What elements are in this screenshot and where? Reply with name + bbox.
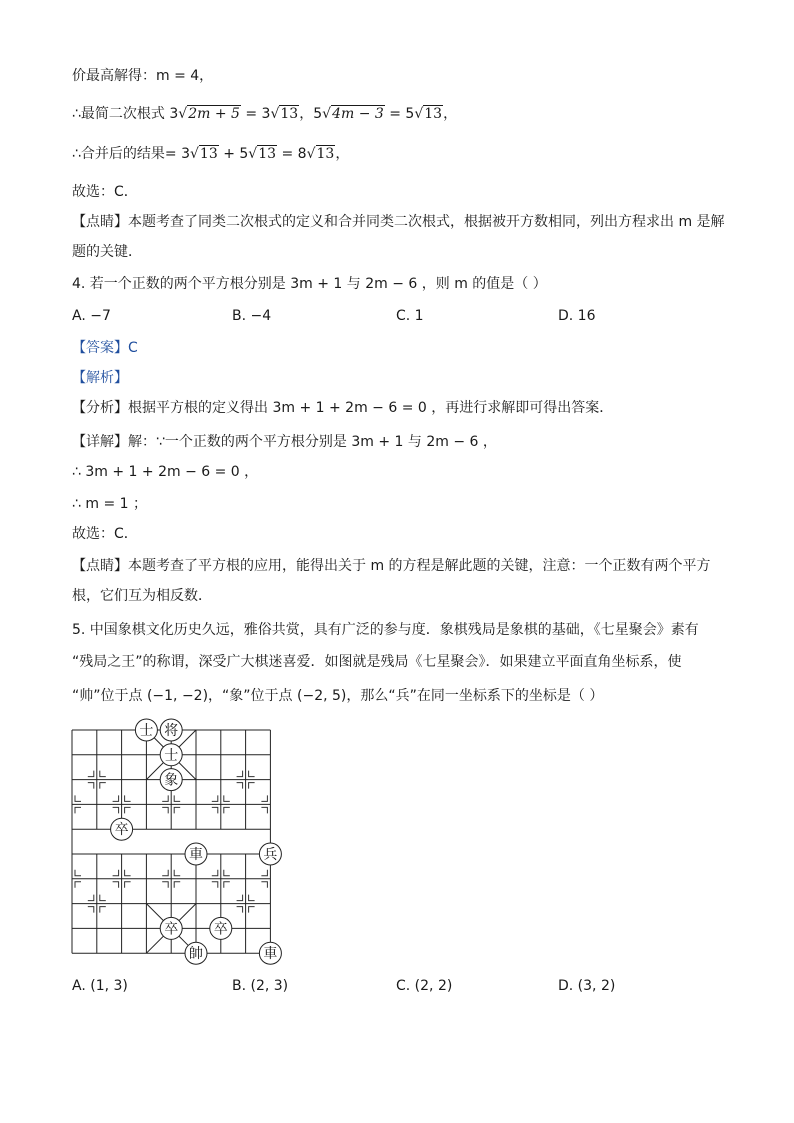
position-mark xyxy=(88,771,94,777)
text: ， xyxy=(335,146,350,162)
question-4: 4. 若一个正数的两个平方根分别是 3m + 1 与 2m − 6 ，则 m 的值是（ ） xyxy=(72,276,547,292)
answer-label: 【答案】C xyxy=(72,340,138,356)
position-mark xyxy=(100,895,106,901)
position-mark xyxy=(224,870,230,876)
analysis-label: 【解析】 xyxy=(72,370,128,386)
position-mark xyxy=(249,783,255,789)
position-mark xyxy=(237,895,243,901)
radicand: 13 xyxy=(280,106,299,122)
position-mark xyxy=(174,870,180,876)
chess-piece-label: 士 xyxy=(164,747,179,764)
step-2: ∴ m = 1 ； xyxy=(72,496,147,512)
question-5-line-2: “残局之王”的称谓，深受广大棋迷喜爱．如图就是残局《七星聚会》．如果建立平面直角坐标系，使 xyxy=(72,654,682,670)
position-mark xyxy=(88,895,94,901)
comment-line-2: 题的关键． xyxy=(72,244,142,260)
position-mark xyxy=(237,771,243,777)
position-mark xyxy=(75,807,81,813)
text: ∴最简二次根式 3 xyxy=(72,106,179,122)
q5-option-a: A. (1, 3) xyxy=(72,978,128,994)
position-mark xyxy=(125,870,131,876)
text: = 8 xyxy=(277,146,307,162)
position-mark xyxy=(125,882,131,888)
step-1: ∴ 3m + 1 + 2m − 6 = 0 ， xyxy=(72,464,259,480)
radicand: 13 xyxy=(199,146,218,162)
chess-piece-label: 兵 xyxy=(263,847,278,863)
chess-piece-label: 将 xyxy=(164,723,179,739)
line-1: 价最高解得：m = 4， xyxy=(72,68,214,84)
q4-option-d: D. 16 xyxy=(558,308,596,324)
radicand: 2m + 5 xyxy=(188,106,240,122)
chess-board-diagram xyxy=(60,712,290,968)
position-mark xyxy=(162,795,168,801)
chess-piece-label: 象 xyxy=(164,772,179,789)
position-mark xyxy=(212,795,218,801)
analysis-line: 【分析】根据平方根的定义得出 3m + 1 + 2m − 6 = 0 ，再进行求解即可得出答案． xyxy=(72,400,614,416)
position-mark xyxy=(224,795,230,801)
line-3: ∴合并后的结果= 3√13 + 5√13 = 8√13， xyxy=(72,146,350,162)
q4-option-b: B. −4 xyxy=(232,308,272,324)
q5-option-c: C. (2, 2) xyxy=(396,978,453,994)
position-mark xyxy=(113,807,119,813)
comment-line-1: 【点睛】本题考查了同类二次根式的定义和合并同类二次根式，根据被开方数相同，列出方程求出 m 是解 xyxy=(72,214,725,230)
position-mark xyxy=(125,795,131,801)
q5-option-d: D. (3, 2) xyxy=(558,978,616,994)
position-mark xyxy=(75,870,81,876)
position-mark xyxy=(100,783,106,789)
position-mark xyxy=(261,870,267,876)
text: ， xyxy=(443,106,458,122)
position-mark xyxy=(113,882,119,888)
comment-2-line-2: 根，它们互为相反数． xyxy=(72,588,212,604)
chess-piece-label: 卒 xyxy=(164,921,179,938)
detail-line: 【详解】解：∵一个正数的两个平方根分别是 3m + 1 与 2m − 6 ， xyxy=(72,434,497,450)
position-mark xyxy=(237,783,243,789)
text: = 5 xyxy=(384,106,415,122)
position-mark xyxy=(249,895,255,901)
position-mark xyxy=(113,870,119,876)
text: ∴合并后的结果= 3 xyxy=(72,146,190,162)
position-mark xyxy=(237,907,243,913)
position-mark xyxy=(212,870,218,876)
position-mark xyxy=(174,795,180,801)
position-mark xyxy=(75,795,81,801)
comment-2-line-1: 【点睛】本题考查了平方根的应用，能得出关于 m 的方程是解此题的关键，注意：一个正数有两个平方 xyxy=(72,558,711,574)
line-2: ∴最简二次根式 3√2m + 5 = 3√13，5√4m − 3 = 5√13， xyxy=(72,106,458,122)
position-mark xyxy=(261,795,267,801)
q4-option-a: A. −7 xyxy=(72,308,111,324)
position-mark xyxy=(212,807,218,813)
position-mark xyxy=(113,795,119,801)
text: = 3 xyxy=(240,106,271,122)
chess-piece-label: 卒 xyxy=(213,921,228,938)
position-mark xyxy=(212,882,218,888)
radicand: 13 xyxy=(424,106,443,122)
chess-piece-label: 士 xyxy=(139,723,154,739)
position-mark xyxy=(125,807,131,813)
text: + 5 xyxy=(218,146,249,162)
question-5-line-3: “帅”位于点 (−1, −2)，“象”位于点 (−2, 5)，那么“兵”在同一坐标系下的坐标是（ ） xyxy=(72,688,604,704)
q4-option-c: C. 1 xyxy=(396,308,424,324)
position-mark xyxy=(100,907,106,913)
q5-option-b: B. (2, 3) xyxy=(232,978,289,994)
radicand: 13 xyxy=(316,146,335,162)
question-5-line-1: 5. 中国象棋文化历史久远，雅俗共赏，具有广泛的参与度．象棋残局是象棋的基础，《七星聚会》素有 xyxy=(72,622,699,638)
text: ，5 xyxy=(299,106,323,122)
chess-piece-label: 帥 xyxy=(189,946,203,963)
position-mark xyxy=(162,807,168,813)
position-mark xyxy=(174,882,180,888)
position-mark xyxy=(162,882,168,888)
radicand: 4m − 3 xyxy=(332,106,384,122)
line-4: 故选：C． xyxy=(72,184,138,200)
position-mark xyxy=(249,771,255,777)
position-mark xyxy=(224,807,230,813)
position-mark xyxy=(261,807,267,813)
position-mark xyxy=(88,783,94,789)
position-mark xyxy=(224,882,230,888)
choice-line: 故选：C． xyxy=(72,526,138,542)
position-mark xyxy=(75,882,81,888)
chess-piece-label: 卒 xyxy=(114,822,129,839)
chess-piece-label: 車 xyxy=(189,847,203,863)
position-mark xyxy=(162,870,168,876)
chess-piece-label: 車 xyxy=(263,946,278,963)
position-mark xyxy=(261,882,267,888)
position-mark xyxy=(174,807,180,813)
position-mark xyxy=(249,907,255,913)
radicand: 13 xyxy=(258,146,277,162)
position-mark xyxy=(100,771,106,777)
position-mark xyxy=(88,907,94,913)
